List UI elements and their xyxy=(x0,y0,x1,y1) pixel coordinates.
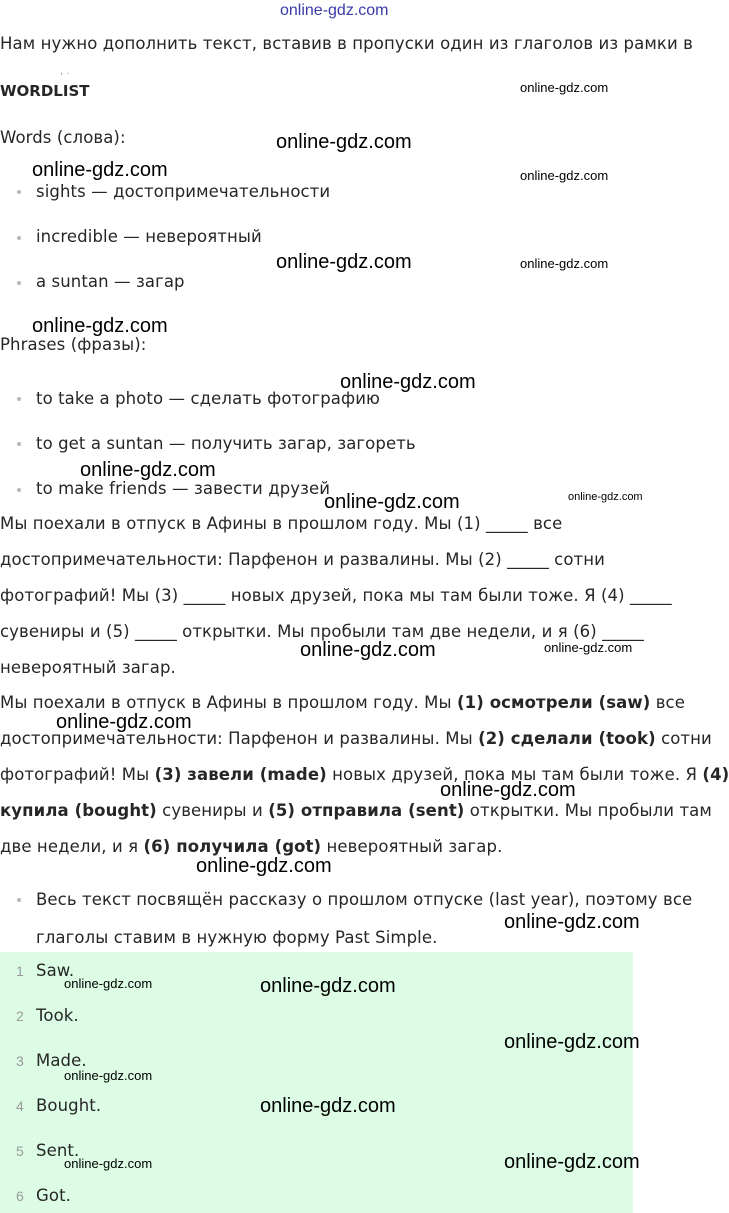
watermark: online-gdz.com xyxy=(64,976,153,991)
gapped-line: фотографий! Мы (3) _____ новых друзей, пока мы там были тоже. Я (4) _____ xyxy=(0,586,672,605)
bullet xyxy=(17,898,21,902)
watermark: online-gdz.com xyxy=(544,640,633,655)
watermark: online-gdz.com xyxy=(504,1031,640,1053)
gapped-line: невероятный загар. xyxy=(0,658,176,677)
answer-item: Sent. xyxy=(36,1141,80,1160)
answer-highlight: (1) осмотрели (saw) xyxy=(456,693,651,712)
watermark: online-gdz.com xyxy=(280,2,389,19)
phrase-item: to make friends — завести друзей xyxy=(36,479,331,498)
intro-text: Нам нужно дополнить текст, вставив в пропуски один из глаголов из рамки в xyxy=(0,34,693,53)
bullet xyxy=(17,442,21,446)
answer-highlight: купила (bought) xyxy=(0,801,157,820)
answer-number: 6 xyxy=(16,1188,24,1204)
gapped-line: Мы поехали в отпуск в Афины в прошлом году. Мы (1) _____ все xyxy=(0,514,563,533)
answer-item: Got. xyxy=(36,1186,71,1205)
watermark: online-gdz.com xyxy=(324,491,460,513)
explanation-line: глаголы ставим в нужную форму Past Simple. xyxy=(36,928,438,947)
clipped-fragment: , . xyxy=(60,66,70,77)
answer-highlight: (4) xyxy=(702,765,729,784)
answer-number: 4 xyxy=(16,1098,24,1114)
watermark: online-gdz.com xyxy=(32,159,168,181)
phrase-item: to take a photo — сделать фотографию xyxy=(36,389,381,408)
filled-line: две недели, и я (6) получила (got) невероятный загар. xyxy=(0,837,503,856)
answer-item: Bought. xyxy=(36,1096,102,1115)
wordlist-title: WORDLIST xyxy=(0,82,90,100)
watermark: online-gdz.com xyxy=(440,779,576,801)
bullet xyxy=(17,397,21,401)
bullet xyxy=(17,236,21,240)
words-label: Words (слова): xyxy=(0,128,126,147)
answer-highlight: (2) сделали (took) xyxy=(478,729,656,748)
answer-number: 3 xyxy=(16,1053,24,1069)
word-item: incredible — невероятный xyxy=(36,227,262,246)
watermark: online-gdz.com xyxy=(504,1151,640,1173)
watermark: online-gdz.com xyxy=(504,911,640,933)
bullet xyxy=(17,190,21,194)
answer-highlight: (5) отправила (sent) xyxy=(268,801,465,820)
watermark: online-gdz.com xyxy=(276,251,412,273)
watermark: online-gdz.com xyxy=(56,711,192,733)
intro-clip xyxy=(0,64,680,76)
answer-item: Made. xyxy=(36,1051,87,1070)
phrase-item: to get a suntan — получить загар, загореть xyxy=(36,434,416,453)
explanation-line: Весь текст посвящён рассказу о прошлом отпуске (last year), поэтому все xyxy=(36,890,693,909)
word-item: sights — достопримечательности xyxy=(36,182,331,201)
watermark: online-gdz.com xyxy=(80,459,216,481)
answer-item: Took. xyxy=(36,1006,79,1025)
gapped-line: сувениры и (5) _____ открытки. Мы пробыли там две недели, и я (6) _____ xyxy=(0,622,644,641)
bullet xyxy=(17,281,21,285)
watermark: online-gdz.com xyxy=(300,639,436,661)
answer-number: 1 xyxy=(16,963,24,979)
watermark: online-gdz.com xyxy=(196,855,332,877)
answer-highlight: (3) завели (made) xyxy=(154,765,327,784)
watermark: online-gdz.com xyxy=(568,491,643,503)
answer-number: 2 xyxy=(16,1008,24,1024)
watermark: online-gdz.com xyxy=(64,1068,153,1083)
filled-line: фотографий! Мы (3) завели (made) новых друзей, пока мы там были тоже. Я (4) xyxy=(0,765,729,784)
gapped-line: достопримечательности: Парфенон и развалины. Мы (2) _____ сотни xyxy=(0,550,605,569)
watermark: online-gdz.com xyxy=(520,256,609,271)
watermark: online-gdz.com xyxy=(260,975,396,997)
answer-highlight: (6) получила (got) xyxy=(143,837,322,856)
answer-item: Saw. xyxy=(36,961,75,980)
filled-line: Мы поехали в отпуск в Афины в прошлом году. Мы (1) осмотрели (saw) все xyxy=(0,693,685,712)
bullet xyxy=(17,488,21,492)
word-item: a suntan — загар xyxy=(36,272,185,291)
watermark: online-gdz.com xyxy=(260,1095,396,1117)
filled-line: достопримечательности: Парфенон и развалины. Мы (2) сделали (took) сотни xyxy=(0,729,712,748)
watermark: online-gdz.com xyxy=(32,315,168,337)
watermark: online-gdz.com xyxy=(276,131,412,153)
filled-line: купила (bought) сувениры и (5) отправила (sent) открытки. Мы пробыли там xyxy=(0,801,712,820)
watermark: online-gdz.com xyxy=(520,168,609,183)
watermark: online-gdz.com xyxy=(340,371,476,393)
watermark: online-gdz.com xyxy=(64,1156,153,1171)
phrases-label: Phrases (фразы): xyxy=(0,335,147,354)
answer-number: 5 xyxy=(16,1143,24,1159)
watermark: online-gdz.com xyxy=(520,80,609,95)
